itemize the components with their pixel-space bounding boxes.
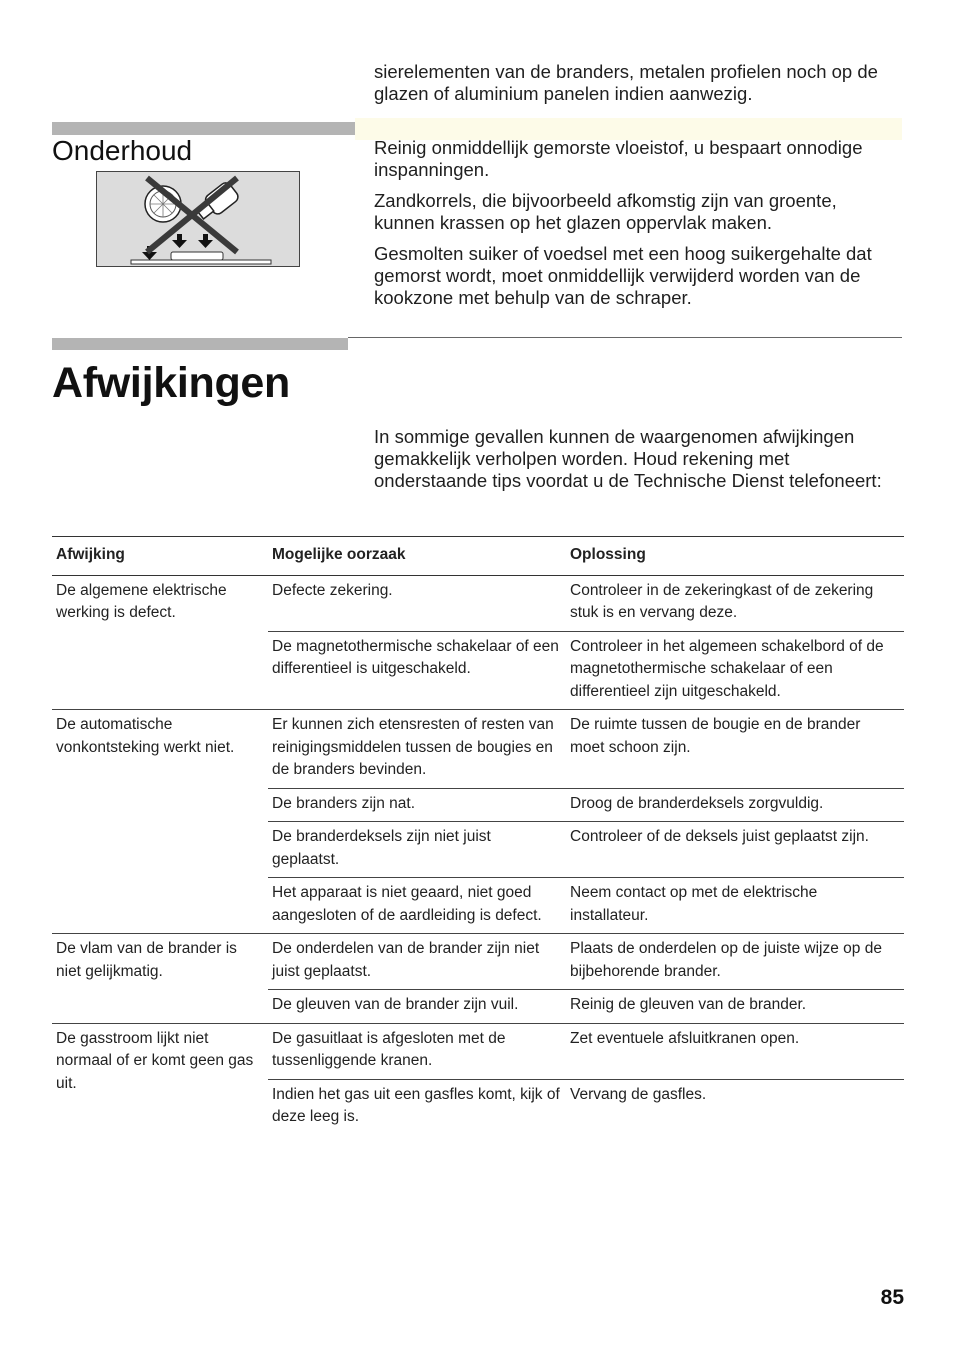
faults-heading: Afwijkingen <box>52 359 290 407</box>
fault-symptom: De gasstroom lijkt niet normaal of er komt geen gas uit. <box>52 1023 268 1135</box>
fault-solution: Plaats de onderdelen op de juiste wijze op de bijbehorende brander. <box>566 934 904 990</box>
fault-solution: Reinig de gleuven van de brander. <box>566 990 904 1024</box>
fault-cause: Indien het gas uit een gasfles komt, kijk of deze leeg is. <box>272 1085 560 1125</box>
column-header-cause: Mogelijke oorzaak <box>268 537 566 576</box>
fault-solution: Controleer of de deksels juist geplaatst zijn. <box>566 822 904 878</box>
fault-solution: Droog de branderdeksels zorgvuldig. <box>566 788 904 822</box>
fault-cause: Het apparaat is niet geaard, niet goed aangesloten of de aardleiding is defect. <box>268 878 566 934</box>
fault-solution: Vervang de gasfles. <box>570 1085 707 1103</box>
fault-solution: Controleer in de zekeringkast of de zekering stuk is en vervang deze. <box>566 575 904 631</box>
fault-symptom: De algemene elektrische werking is defect. <box>52 575 268 710</box>
fault-solution: Controleer in het algemeen schakelbord of de magnetothermische schakelaar of een differentieel zijn uitgeschakeld. <box>566 631 904 710</box>
fault-cause: De gasuitlaat is afgesloten met de tussenliggende kranen. <box>268 1023 566 1079</box>
section-rule <box>348 337 902 338</box>
fault-cause: De magnetothermische schakelaar of een differentieel is uitgeschakeld. <box>268 631 566 710</box>
fault-cause: De branders zijn nat. <box>268 788 566 822</box>
section-bar-faults <box>52 338 348 350</box>
fault-cause: De onderdelen van de brander zijn niet juist geplaatst. <box>268 934 566 990</box>
faults-intro: In sommige gevallen kunnen de waargenomen afwijkingen gemakkelijk verholpen worden. Houd rekening met onderstaande tips voordat u de Technische Dienst telefoneert: <box>374 426 882 491</box>
maintenance-paragraph: Gesmolten suiker of voedsel met een hoog suikergehalte dat gemorst wordt, moet onmiddellijk verwijderd worden van de kookzone met behulp van de schraper. <box>374 243 872 308</box>
section-bar-maintenance <box>52 122 355 135</box>
table-row <box>52 710 904 789</box>
no-lemon-no-vinegar-on-hob-icon <box>96 171 300 267</box>
column-header-solution: Oplossing <box>566 537 904 576</box>
table-row <box>52 575 904 631</box>
fault-solution: De ruimte tussen de bougie en de brander moet schoon zijn. <box>566 710 904 789</box>
table-row <box>52 1023 904 1079</box>
fault-solution: Neem contact op met de elektrische installateur. <box>566 878 904 934</box>
fault-cause: Defecte zekering. <box>268 575 566 631</box>
maintenance-text <box>374 137 902 318</box>
intro-continuation: sierelementen van de branders, metalen profielen noch op de glazen of aluminium panelen indien aanwezig. <box>374 61 878 104</box>
fault-solution: Zet eventuele afsluitkranen open. <box>566 1023 904 1079</box>
maintenance-paragraph: Reinig onmiddellijk gemorste vloeistof, u bespaart onnodige inspanningen. <box>374 137 863 180</box>
fault-symptom: De vlam van de brander is niet gelijkmatig. <box>52 934 268 1024</box>
maintenance-paragraph: Zandkorrels, die bijvoorbeeld afkomstig zijn van groente, kunnen krassen op het glazen oppervlak maken. <box>374 190 837 233</box>
page-number: 85 <box>880 1286 904 1309</box>
table-header-row <box>52 537 904 576</box>
fault-table <box>52 536 904 1135</box>
column-header-fault: Afwijking <box>52 537 268 576</box>
fault-cause: Er kunnen zich etensresten of resten van reinigingsmiddelen tussen de bougies en de branders bevinden. <box>268 710 566 789</box>
fault-cause: De branderdeksels zijn niet juist geplaatst. <box>268 822 566 878</box>
fault-symptom: De automatische vonkontsteking werkt niet. <box>52 710 268 934</box>
fault-cause: De gleuven van de brander zijn vuil. <box>268 990 566 1024</box>
maintenance-heading: Onderhoud <box>52 135 193 166</box>
table-row <box>52 934 904 990</box>
